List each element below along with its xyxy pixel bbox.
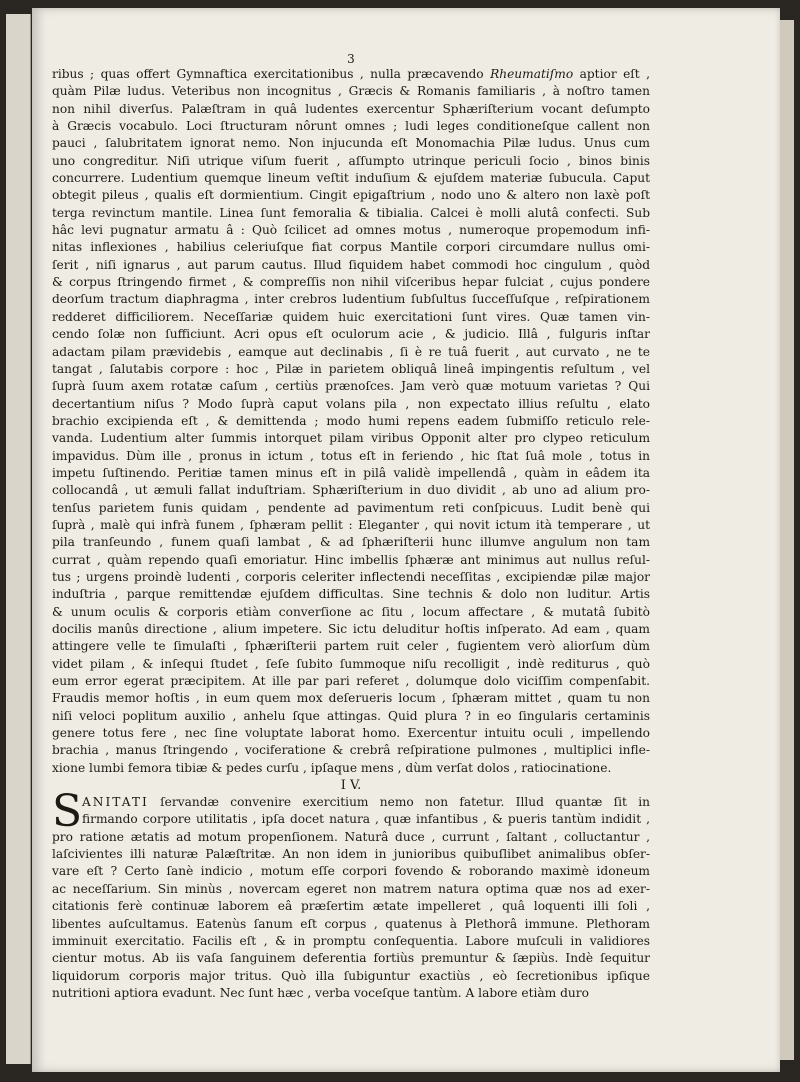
text-line: pauci , ſalubritatem ignorat nemo. Non injucunda eſt Monomachia Pilæ ludus. Unus cum — [52, 136, 650, 151]
text-line: imminuit exercitatio. Facilis eſt , & in promptu conſequentia. Labore muſculi in validiores — [52, 933, 650, 948]
text-line: attingere velle te ſimulaſti , ſphæriſterii partem ruit celer , fugientem verò aliorſum dùm — [52, 639, 650, 654]
text-line: brachia , manus ſtringendo , vociferatione & crebrâ reſpiratione pulmones , multiplici infle- — [52, 743, 650, 758]
text-line: deorſum tractum diaphragma , inter crebros ludentium ſubſultus ſucceſſuſque , reſpirationem — [52, 292, 650, 307]
text-line: pila tranſeundo , funem quaſi lambat , & ad ſphæriſterii hunc illumve angulum non tam — [52, 535, 650, 550]
text-line: non nihil diverſus. Palæſtram in quâ ludentes exercentur Sphæriſterium vocant deſumpto — [52, 101, 650, 116]
text-line: laſcivientes illi naturæ Palæſtritæ. An non idem in junioribus quibuſlibet animalibus obſer- — [52, 847, 650, 862]
text-line — [52, 794, 650, 811]
section-heading: I V. — [340, 778, 362, 794]
text-line: genere totus fere , nec ſine voluptate laborat homo. Exercentur intuitu oculi , impellendo — [52, 726, 650, 741]
line-rest: ſervandæ convenire exercitium nemo non fatetur. Illud quantæ ſit in — [160, 795, 651, 810]
italic-word: Rheumatiſmo — [490, 67, 574, 81]
text-line: libentes auſcultamus. Eatenùs ſanum eſt corpus , quatenus à Plethorâ immune. Plethoram — [52, 916, 650, 931]
text-line: collocandâ , ut æmuli fallat induſtriam. Sphæriſterium in duo dividit , ab uno ad alium pro- — [52, 483, 650, 498]
small-caps-word: ANITATI — [82, 795, 149, 810]
text-line: obtegit pileus , qualis eſt dormientium. Cingit epigaſtrium , nodo uno & altero non laxè poſt — [52, 188, 650, 203]
book-binding-edge — [6, 14, 31, 1064]
text-line: brachio excipienda eſt , & demittenda ; modo humi repens eadem ſubmiſſo reticulo rele- — [52, 413, 650, 428]
text-line: tenſus parietem funis quidam , pendente ad pavimentum reti conſpicuus. Ludit benè qui — [52, 500, 650, 515]
text-line: & corpus ſtringendo firmet , & compreſſis non nihil viſceribus hepar fulciat , cujus pondere — [52, 275, 650, 290]
text-line: vare eſt ? Certo ſanè indicio , motum eſſe corpori fovendo & roborando maximè idoneum — [52, 864, 650, 879]
text-line: decertantium niſus ? Modo ſuprà caput volans pila , non expectato illius reſultu , elato — [52, 396, 650, 411]
text-line: tangat , ſalutabis corpore : hoc , Pilæ in parietem obliquâ lineâ impingentis reſultum , vel — [52, 361, 650, 376]
text-line: & unum oculis & corporis etiàm converſione ac ſitu , locum affectare , & mutatâ ſubitò — [52, 604, 650, 619]
text-line: impetu ſuſtinendo. Peritiæ tamen minus eſt in pilâ validè impellendâ , quàm in eâdem ita — [52, 465, 650, 480]
text-line: induſtria , parque remittendæ ejuſdem difficultas. Sine technis & dolo non luditur. Artis — [52, 587, 650, 602]
text-line: hâc levi pugnatur armatu â : Quò ſcilicet ad omnes motus , numeroque propemodum infi- — [52, 223, 650, 238]
text-line: currat , quàm rependo quaſi emoriatur. Hinc imbellis ſphæræ ant minimus aut nullus reſul- — [52, 552, 650, 567]
text-line: ſuprà ſuum axem rotatæ caſum , certiùs prænoſces. Jam verò quæ motuum varietas ? Qui — [52, 379, 650, 394]
text-line: pro ratione ætatis ad motum propenſionem. Naturâ duce , currunt , ſaltant , colluctantur , — [52, 829, 650, 844]
page-right-edge — [780, 20, 794, 1060]
text-line: tus ; urgens proindè ludenti , corporis celeriter inflectendi neceſſitas , excipiendæ pilæ major — [52, 569, 650, 584]
text-line: Fraudis memor hoſtis , in eum quem mox deſerueris locum , ſphæram mittet , quam tu non — [52, 691, 650, 706]
text-line: xione lumbi femora tibiæ & pedes curſu , ipſaque mens , dùm verſat dolos , ratiocinatione. — [52, 760, 612, 775]
text-line: niſi veloci poplitum auxilio , anhelu ſque attingas. Quid plura ? in eo ſingularis certaminis — [52, 708, 650, 723]
text-line: ribus ; quas offert Gymnaftica exercitationibus , nulla præcavendo Rheumatiſmo aptior eſt , — [52, 67, 650, 81]
text-line: eum error egerat præcipitem. At ille par pari referet , dolumque dolo viciſſim compenſabit. — [52, 674, 650, 689]
text-line: ſerit , niſi ignarus , aut parum cautus. Illud ſiquidem habet commodi hoc cingulum , quòd — [52, 257, 650, 272]
paragraph-2 — [52, 786, 651, 1002]
text-line: quàm Pilæ ludus. Veteribus non incognitus , Græcis & Romanis familiaris , à noſtro tamen — [52, 84, 650, 99]
text-line: vanda. Ludentium alter ſummis intorquet pilam viribus Opponit alter pro clypeo reticulum — [52, 431, 650, 446]
page-text — [52, 52, 650, 1002]
text-line: videt pilam , & inſequi ſtudet , ſeſe ſubito ſummoque niſu recolligit , indè rediturus , quò — [52, 656, 650, 671]
text-line: ſuprà , malè qui infrà funem , ſphæram pellit : Eleganter , qui novit ictum ità temperare , ut — [52, 517, 650, 532]
text-line: nutritioni aptiora evadunt. Nec ſunt hæc , verba voceſque tantùm. A labore etiàm duro — [52, 985, 589, 1000]
text-line: nitas inflexiones , habilius celeriuſque fiat corpus Mantile corpori circumdare nullus omi- — [52, 240, 650, 255]
text-line: liquidorum corporis major tritus. Quò illa ſubiguntur exactiùs , eò ſecretionibus ipſique — [52, 968, 650, 983]
text-line: redderet difficiliorem. Neceſſariæ quidem huic exercitationi ſunt vires. Quæ tamen vin- — [52, 309, 650, 324]
text-line: concurrere. Ludentium quemque lineum veſtit induſium & ejuſdem materiæ ſubucula. Caput — [52, 171, 650, 186]
text-line: à Græcis vocabulo. Loci ſtructuram nôrunt omnes ; ludi leges conditioneſque callent non — [52, 119, 650, 134]
text-line: docilis manûs directione , alium impetere. Sic ictu deluditur hoſtis inſperato. Ad eam , quam — [52, 622, 650, 636]
paragraph-2-body — [52, 829, 650, 1002]
drop-cap: S — [52, 786, 83, 838]
text-line: cientur motus. Ab iis vaſa ſanguinem deferentia fortiùs premuntur & ſæpiùs. Indè ſequitur — [52, 951, 650, 966]
text-line: adactam pilam prævidebis , eamque aut declinabis , ſi è re tuâ fuerit , aut curvato , ne te — [52, 344, 650, 359]
page-number: 3 — [347, 52, 355, 66]
text-line: impavidus. Dùm ille , pronus in ictum , totus eſt in feriendo , hic ſtat ſuâ mole , totus in — [52, 448, 650, 463]
text-line: ac neceſſarium. Sin minùs , novercam egeret non matrem natura optima quæ nos ad exer- — [52, 881, 650, 896]
text-line: firmando corpore utilitatis , ipſa docet natura , quæ infantibus , & pueris tantùm indidit , — [82, 812, 650, 827]
text-line: uno congreditur. Niſi utrique viſum fuerit , aſſumpto utrinque periculi ſocio , binos binis — [52, 153, 650, 168]
text-line: citationis ferè continuæ laborem eâ præſertim ætate impelleret , quâ loquenti illi ſoli , — [52, 899, 650, 914]
paragraph-1 — [52, 66, 650, 777]
text-line: cendo ſolæ non ſufficiunt. Acri opus eſt oculorum acie , & judicio. Illâ , fulguris inſtar — [52, 327, 650, 342]
text-line: terga revinctum mantile. Linea ſunt femoralia & tibialia. Calcei è molli alutâ confecti. Sub — [52, 205, 650, 220]
